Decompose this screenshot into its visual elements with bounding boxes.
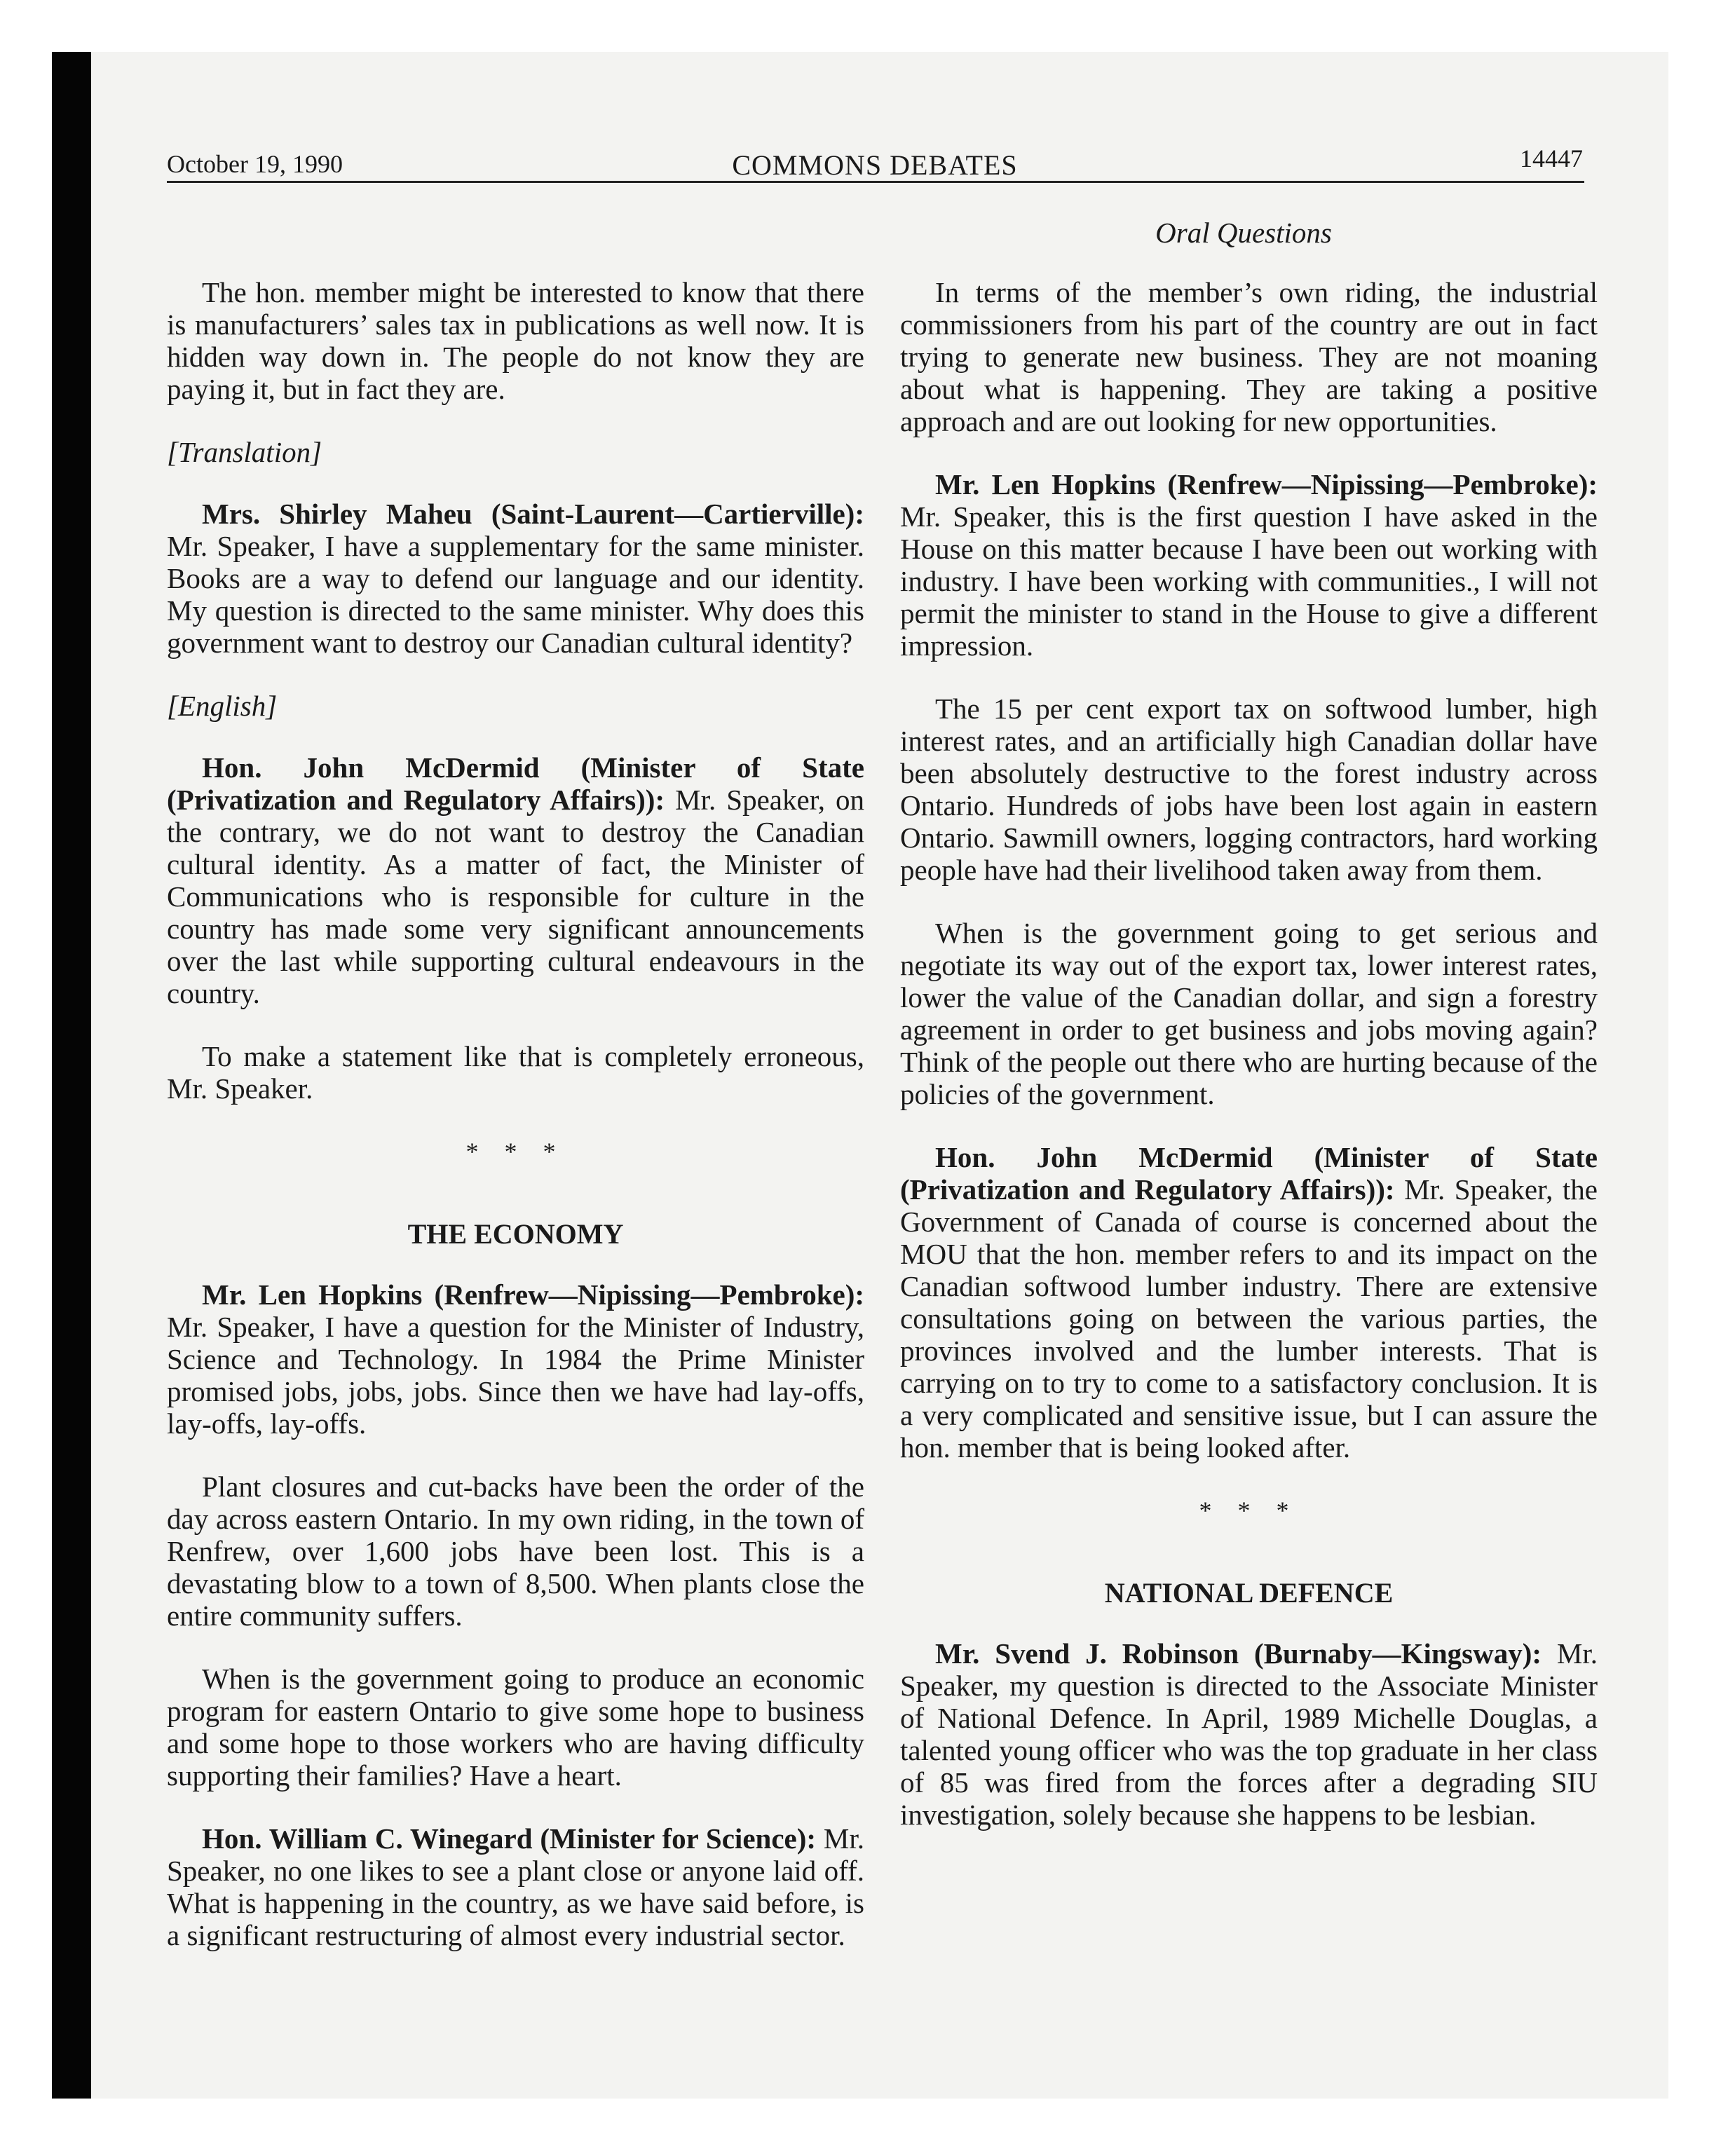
header-date: October 19, 1990 xyxy=(167,150,343,178)
scan-edge-bar xyxy=(52,52,91,2099)
paragraph: When is the government going to get serious and negotiate its way out of the export tax, lower interest rates, lower the value of the Canadian dollar, and sign a forestry agreement in order to get business and jobs moving again? Think of the people out there who are hurting because of the policies of the government. xyxy=(900,917,1598,1110)
speaker-name: Hon. William C. Winegard (Minister for Science): xyxy=(202,1822,817,1855)
speech-robinson xyxy=(900,1637,1598,1831)
paragraph: In terms of the member’s own riding, the industrial commissioners from his part of the country are out in fact trying to generate new business. They are not moaning about what is happening. They are taking a positive approach and are out looking for new opportunities. xyxy=(900,276,1598,437)
speech-text: Mr. Speaker, I have a supplementary for the same minister. Books are a way to defend our language and our identity. My question is directed to the same minister. Why does this government want to destroy our Canadian cultural identity? xyxy=(167,530,864,659)
translation-note: [Translation] xyxy=(167,436,322,468)
speech-text: Mr. Speaker, no one likes to see a plant close or anyone laid off. What is happening in the country, as we have said before, is a significant restructuring of almost every industrial sector. xyxy=(167,1822,865,1951)
speaker-name: Mr. Svend J. Robinson (Burnaby—Kingsway): xyxy=(935,1637,1542,1670)
paragraph: To make a statement like that is completely erroneous, Mr. Speaker. xyxy=(167,1040,864,1105)
header-rule xyxy=(167,181,1584,183)
english-note: [English] xyxy=(167,690,278,722)
section-separator: * * * xyxy=(1199,1496,1299,1524)
speech-text: Mr. Speaker, my question is directed to the Associate Minister of National Defence. In April, 1989 Michelle Douglas, a talented young officer who was the top graduate in her class of 85 was fired from the forces after a degrading SIU investigation, solely because she happens to be lesbian. xyxy=(900,1637,1598,1831)
speech-hopkins xyxy=(167,1278,864,1440)
speaker-name: Mrs. Shirley Maheu (Saint-Laurent—Cartierville): xyxy=(202,498,864,530)
section-separator: * * * xyxy=(465,1138,566,1166)
paragraph: The 15 per cent export tax on softwood lumber, high interest rates, and an artificially high Canadian dollar have been absolutely destructive to the forest industry across Ontario. Hundreds of jobs have been lost again in eastern Ontario. Sawmill owners, logging contractors, hard working people have had their livelihood taken away from them. xyxy=(900,692,1598,886)
heading-economy: THE ECONOMY xyxy=(407,1218,624,1250)
left-column xyxy=(167,276,864,1982)
paragraph: When is the government going to produce an economic program for eastern Ontario to give some hope to business and some hope to those workers who are having difficulty supporting their families? Have a heart. xyxy=(167,1663,864,1792)
speaker-name: Mr. Len Hopkins (Renfrew—Nipissing—Pembroke): xyxy=(202,1278,864,1311)
speech-maheu xyxy=(167,498,864,659)
speech-text: Mr. Speaker, the Government of Canada of course is concerned about the MOU that the hon. member refers to and its impact on the Canadian softwood lumber industry. There are extensive consultations going on between the various parties, the provinces involved and the lumber interests. That is carrying on to try to come to a satisfactory conclusion. It is a very complicated and sensitive issue, but I can assure the hon. member that is being looked after. xyxy=(900,1173,1598,1464)
speech-text: Mr. Speaker, I have a question for the Minister of Industry, Science and Technology. In 1984 the Prime Minister promised jobs, jobs, jobs. Since then we have had lay-offs, lay-offs, lay-offs. xyxy=(167,1311,864,1440)
header-page-number: 14447 xyxy=(1520,144,1583,172)
speech-mcdermid xyxy=(167,751,864,1009)
speech-text: Mr. Speaker, this is the first question I have asked in the House on this matter because I have been out working with industry. I have been working with communities., I will not permit the minister to stand in the House to give a different impression. xyxy=(900,500,1598,662)
speaker-name: Hon. John McDermid (Minister of State (Privatization and Regulatory Affairs)): xyxy=(900,1141,1598,1206)
heading-national-defence: NATIONAL DEFENCE xyxy=(1104,1577,1394,1609)
speech-hopkins xyxy=(900,468,1598,662)
section-label: Oral Questions xyxy=(1155,217,1332,249)
page-header xyxy=(167,137,1583,182)
header-publication: COMMONS DEBATES xyxy=(732,149,1018,181)
speech-mcdermid xyxy=(900,1141,1598,1464)
paragraph: The hon. member might be interested to know that there is manufacturers’ sales tax in publications as well now. It is hidden way down in. The people do not know they are paying it, but in fact they are. xyxy=(167,276,864,405)
speech-winegard xyxy=(167,1822,864,1951)
speech-text: Mr. Speaker, on the contrary, we do not want to destroy the Canadian cultural identity. As a matter of fact, the Minister of Communications who is responsible for culture in the country has made some very significant announcements over the last while supporting cultural endeavours in the country. xyxy=(167,784,864,1009)
paragraph: Plant closures and cut-backs have been the order of the day across eastern Ontario. In my own riding, in the town of Renfrew, over 1,600 jobs have been lost. This is a devastating blow to a town of 8,500. When plants close the entire community suffers. xyxy=(167,1471,864,1632)
right-column xyxy=(900,276,1598,1862)
speaker-name: Hon. John McDermid (Minister of State (Privatization and Regulatory Affairs)): xyxy=(167,751,864,816)
speaker-name: Mr. Len Hopkins (Renfrew—Nipissing—Pembroke): xyxy=(935,468,1598,500)
